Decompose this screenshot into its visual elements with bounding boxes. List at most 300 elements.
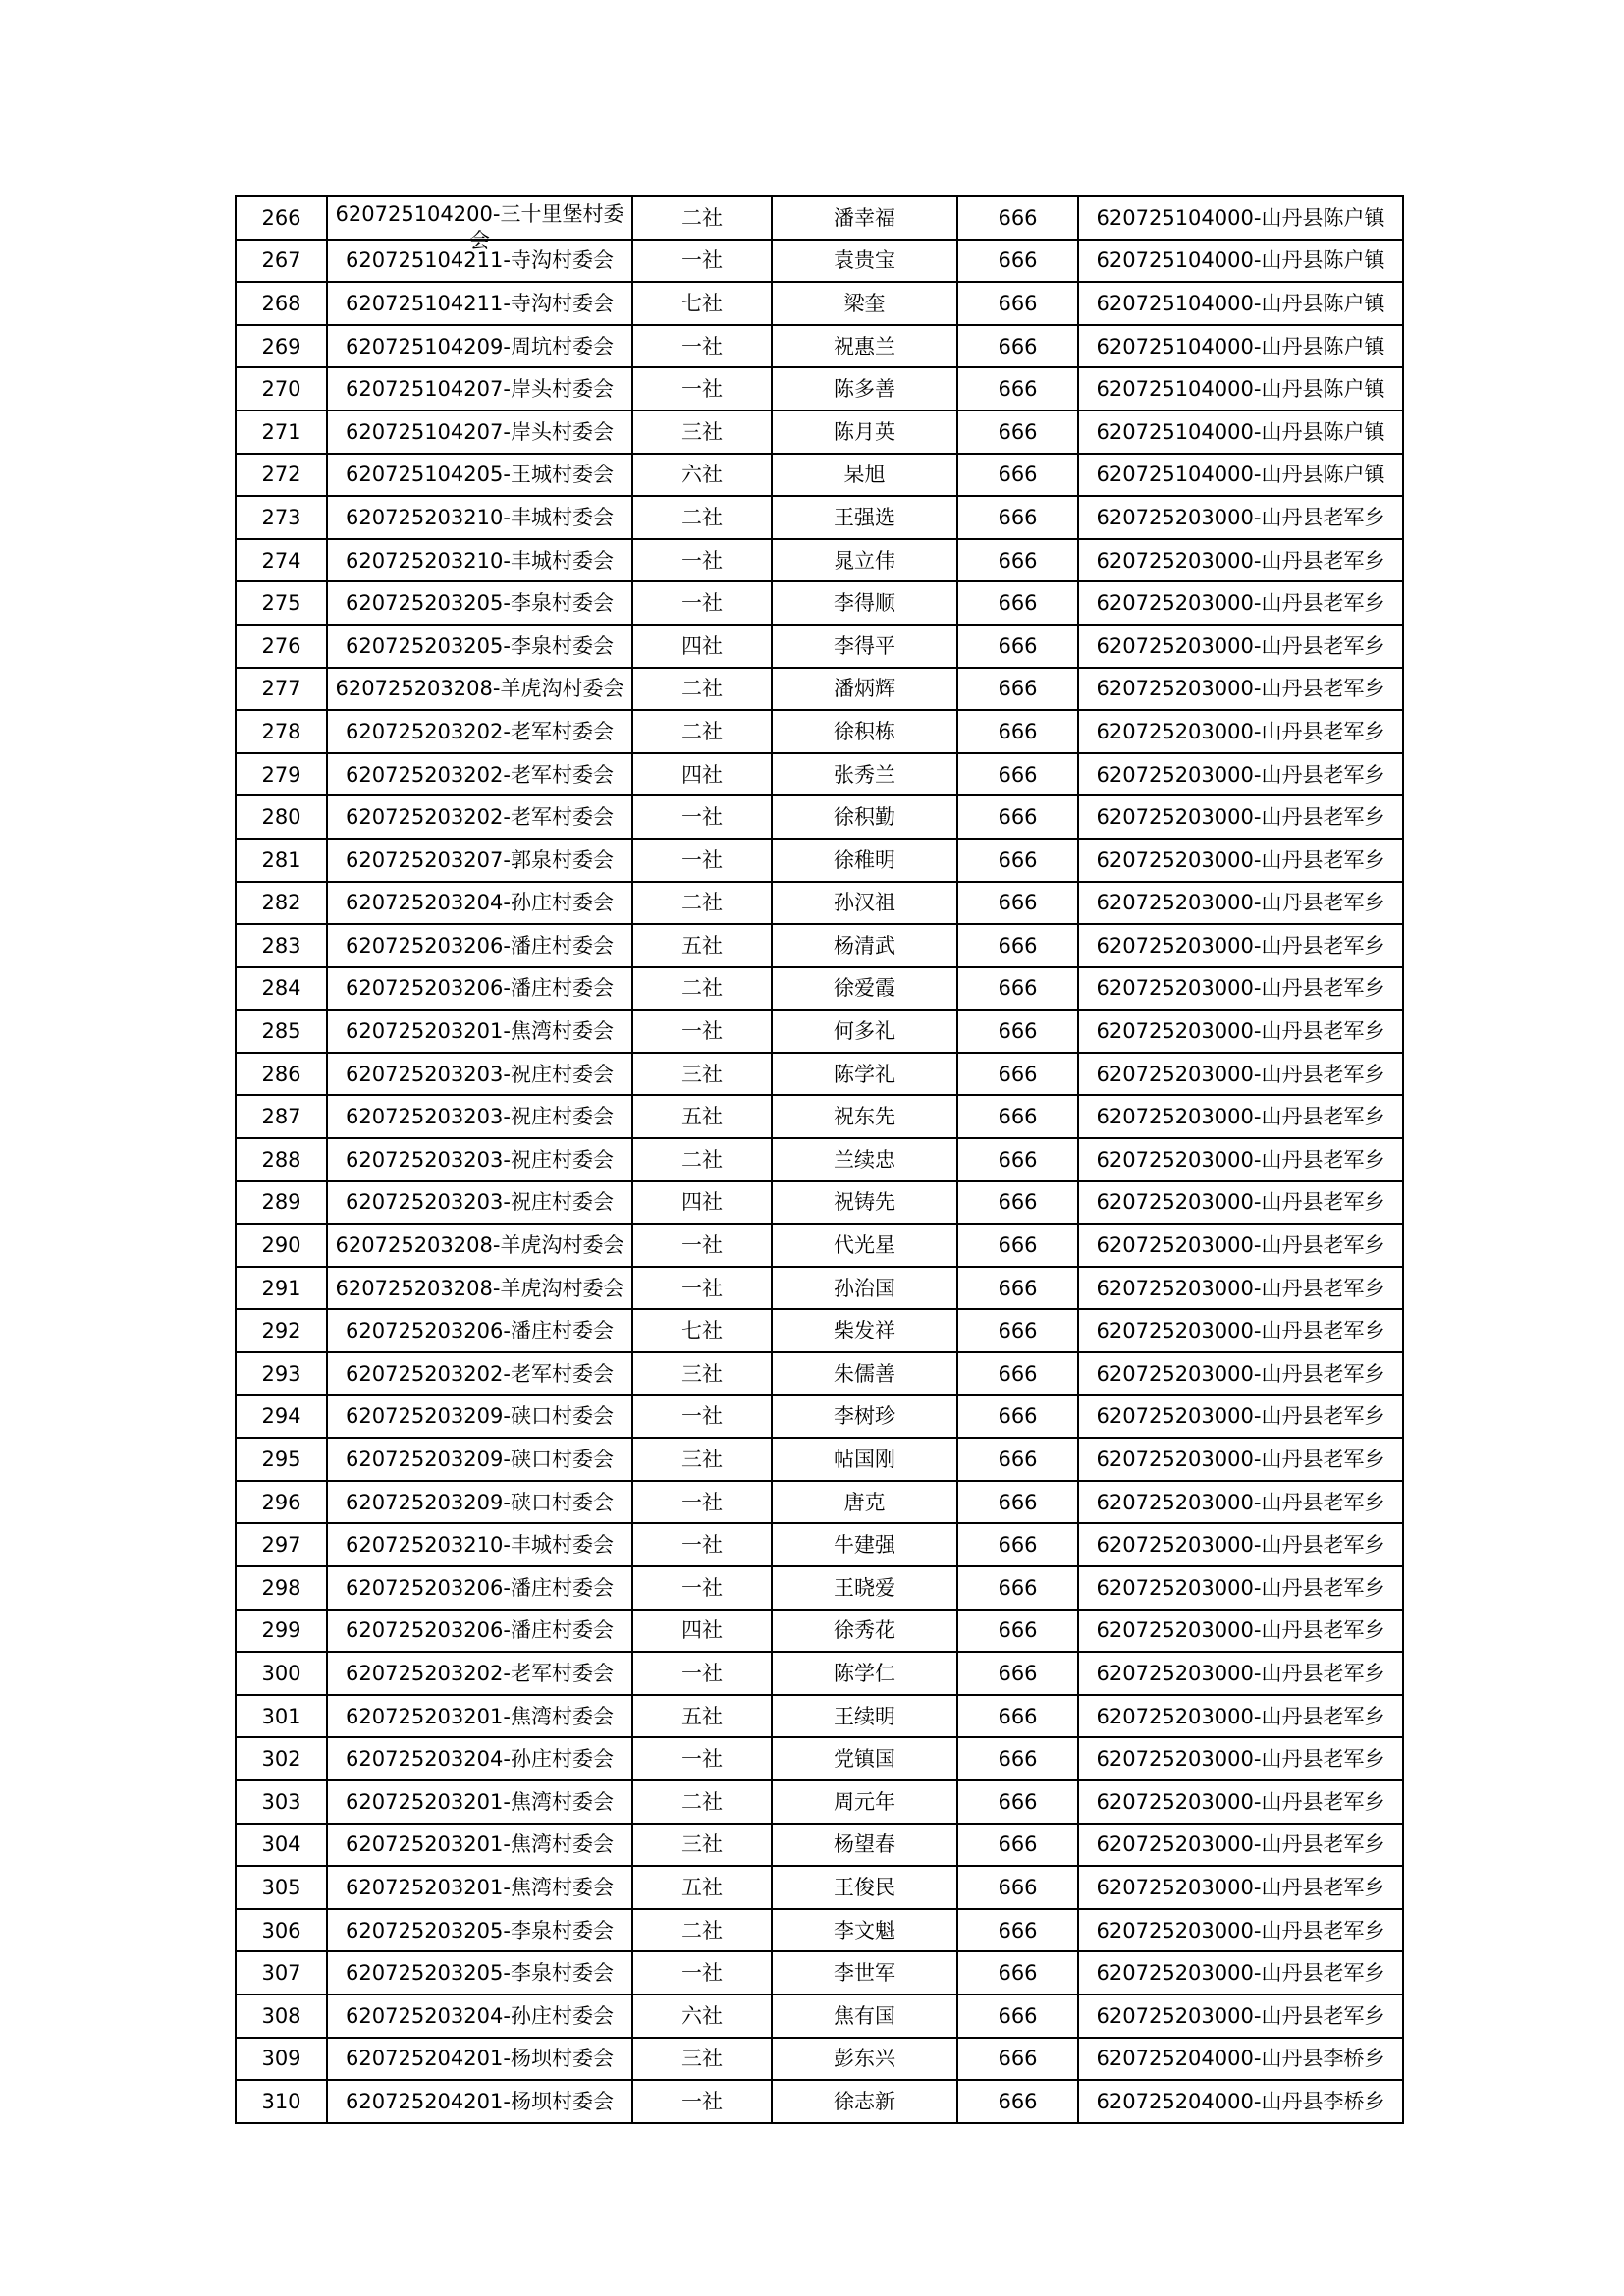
village-cell-text: 620725104200-三十里堡村委会: [335, 201, 624, 252]
name-cell: 帖国刚: [772, 1438, 957, 1481]
table-row: [236, 967, 1403, 1011]
village-cell: 620725203207-郭泉村委会: [327, 839, 632, 882]
amount-cell: 666: [957, 1780, 1078, 1824]
name-cell: 李得平: [772, 625, 957, 668]
table-row: [236, 1053, 1403, 1096]
name-cell: 代光星: [772, 1224, 957, 1267]
name-cell: 牛建强: [772, 1523, 957, 1566]
table-row: [236, 2080, 1403, 2123]
table-row: [236, 882, 1403, 925]
name-cell: 朱儒善: [772, 1352, 957, 1395]
row-number-cell: 280: [236, 795, 327, 839]
group-cell: 四社: [632, 1181, 772, 1225]
amount-cell: 666: [957, 282, 1078, 325]
row-number-cell: 310: [236, 2080, 327, 2123]
row-number-cell: 282: [236, 882, 327, 925]
name-cell: 祝惠兰: [772, 325, 957, 368]
group-cell: 一社: [632, 1566, 772, 1610]
amount-cell: 666: [957, 882, 1078, 925]
name-cell: 徐志新: [772, 2080, 957, 2123]
amount-cell: 666: [957, 1610, 1078, 1653]
name-cell: 孙汉祖: [772, 882, 957, 925]
town-cell: 620725203000-山丹县老军乡: [1078, 882, 1403, 925]
group-cell: 一社: [632, 1737, 772, 1780]
town-cell: 620725203000-山丹县老军乡: [1078, 710, 1403, 753]
group-cell: 五社: [632, 924, 772, 967]
village-cell: 620725203201-焦湾村委会: [327, 1780, 632, 1824]
table-body: [236, 196, 1403, 2123]
village-cell: 620725203206-潘庄村委会: [327, 1566, 632, 1610]
group-cell: 二社: [632, 967, 772, 1011]
village-cell: 620725203210-丰城村委会: [327, 539, 632, 582]
village-cell: 620725203209-硖口村委会: [327, 1395, 632, 1439]
table-row: [236, 539, 1403, 582]
village-cell: 620725203201-焦湾村委会: [327, 1695, 632, 1738]
row-number-cell: 269: [236, 325, 327, 368]
group-cell: 一社: [632, 795, 772, 839]
village-cell: 620725203203-祝庄村委会: [327, 1138, 632, 1181]
village-cell: 620725203204-孙庄村委会: [327, 882, 632, 925]
amount-cell: 666: [957, 1438, 1078, 1481]
town-cell: 620725203000-山丹县老军乡: [1078, 1352, 1403, 1395]
group-cell: 三社: [632, 1824, 772, 1867]
group-cell: 四社: [632, 1610, 772, 1653]
row-number-cell: 304: [236, 1824, 327, 1867]
row-number-cell: 309: [236, 2038, 327, 2081]
amount-cell: 666: [957, 2038, 1078, 2081]
village-cell: 620725203202-老军村委会: [327, 710, 632, 753]
name-cell: 李文魁: [772, 1909, 957, 1952]
group-cell: 三社: [632, 1053, 772, 1096]
group-cell: 一社: [632, 240, 772, 283]
name-cell: 柴发祥: [772, 1309, 957, 1352]
amount-cell: 666: [957, 625, 1078, 668]
village-cell: 620725203208-羊虎沟村委会: [327, 668, 632, 711]
name-cell: 李得顺: [772, 581, 957, 625]
table-row: [236, 367, 1403, 410]
group-cell: 二社: [632, 1909, 772, 1952]
name-cell: 王晓爱: [772, 1566, 957, 1610]
name-cell: 李世军: [772, 1951, 957, 1995]
town-cell: 620725203000-山丹县老军乡: [1078, 795, 1403, 839]
table-row: [236, 325, 1403, 368]
village-cell: 620725203206-潘庄村委会: [327, 967, 632, 1011]
village-cell: 620725104205-王城村委会: [327, 454, 632, 497]
village-cell: 620725203205-李泉村委会: [327, 1951, 632, 1995]
town-cell: 620725203000-山丹县老军乡: [1078, 1909, 1403, 1952]
amount-cell: 666: [957, 1824, 1078, 1867]
village-cell: 620725203206-潘庄村委会: [327, 924, 632, 967]
town-cell: 620725203000-山丹县老军乡: [1078, 1010, 1403, 1053]
group-cell: 二社: [632, 668, 772, 711]
table-row: [236, 196, 1403, 240]
amount-cell: 666: [957, 1951, 1078, 1995]
table-row: [236, 1523, 1403, 1566]
name-cell: 杨望春: [772, 1824, 957, 1867]
village-cell: 620725203201-焦湾村委会: [327, 1866, 632, 1909]
group-cell: 七社: [632, 282, 772, 325]
group-cell: 一社: [632, 1951, 772, 1995]
group-cell: 一社: [632, 1652, 772, 1695]
name-cell: 王续明: [772, 1695, 957, 1738]
amount-cell: 666: [957, 1010, 1078, 1053]
village-cell: 620725203208-羊虎沟村委会: [327, 1224, 632, 1267]
table-row: [236, 1610, 1403, 1653]
row-number-cell: 303: [236, 1780, 327, 1824]
town-cell: 620725203000-山丹县老军乡: [1078, 1053, 1403, 1096]
table-row: [236, 1010, 1403, 1053]
town-cell: 620725203000-山丹县老军乡: [1078, 539, 1403, 582]
amount-cell: 666: [957, 1267, 1078, 1310]
village-cell: 620725203205-李泉村委会: [327, 1909, 632, 1952]
amount-cell: 666: [957, 240, 1078, 283]
village-cell: 620725104207-岸头村委会: [327, 410, 632, 454]
table-row: [236, 1267, 1403, 1310]
group-cell: 一社: [632, 1523, 772, 1566]
village-cell: [327, 196, 632, 252]
village-cell: 620725203208-羊虎沟村委会: [327, 1267, 632, 1310]
amount-cell: 666: [957, 795, 1078, 839]
amount-cell: 666: [957, 367, 1078, 410]
amount-cell: 666: [957, 1909, 1078, 1952]
town-cell: 620725203000-山丹县老军乡: [1078, 1610, 1403, 1653]
name-cell: 李树珍: [772, 1395, 957, 1439]
name-cell: 潘炳辉: [772, 668, 957, 711]
amount-cell: 666: [957, 1395, 1078, 1439]
row-number-cell: 274: [236, 539, 327, 582]
table-row: [236, 795, 1403, 839]
table-row: [236, 1224, 1403, 1267]
row-number-cell: 275: [236, 581, 327, 625]
village-cell: 620725203210-丰城村委会: [327, 496, 632, 539]
row-number-cell: 278: [236, 710, 327, 753]
row-number-cell: 300: [236, 1652, 327, 1695]
row-number-cell: 292: [236, 1309, 327, 1352]
table-row: [236, 1737, 1403, 1780]
amount-cell: 666: [957, 967, 1078, 1011]
name-cell: 陈多善: [772, 367, 957, 410]
table-row: [236, 1824, 1403, 1867]
village-cell: 620725203204-孙庄村委会: [327, 1995, 632, 2038]
amount-cell: 666: [957, 1695, 1078, 1738]
table-row: [236, 496, 1403, 539]
table-row: [236, 1995, 1403, 2038]
group-cell: 三社: [632, 1352, 772, 1395]
name-cell: 何多礼: [772, 1010, 957, 1053]
table-row: [236, 240, 1403, 283]
group-cell: 一社: [632, 2080, 772, 2123]
table-row: [236, 668, 1403, 711]
row-number-cell: 279: [236, 753, 327, 796]
table-row: [236, 710, 1403, 753]
table-row: [236, 1780, 1403, 1824]
village-cell: 620725204201-杨坝村委会: [327, 2038, 632, 2081]
row-number-cell: 302: [236, 1737, 327, 1780]
amount-cell: 666: [957, 410, 1078, 454]
row-number-cell: 271: [236, 410, 327, 454]
group-cell: 一社: [632, 367, 772, 410]
name-cell: 徐秀花: [772, 1610, 957, 1653]
village-cell: 620725203205-李泉村委会: [327, 625, 632, 668]
name-cell: 彭东兴: [772, 2038, 957, 2081]
row-number-cell: 308: [236, 1995, 327, 2038]
table-row: [236, 282, 1403, 325]
name-cell: 陈学礼: [772, 1053, 957, 1096]
group-cell: 二社: [632, 1780, 772, 1824]
name-cell: 潘幸福: [772, 196, 957, 240]
town-cell: 620725203000-山丹县老军乡: [1078, 1780, 1403, 1824]
group-cell: 三社: [632, 2038, 772, 2081]
group-cell: 七社: [632, 1309, 772, 1352]
amount-cell: 666: [957, 1138, 1078, 1181]
town-cell: 620725104000-山丹县陈户镇: [1078, 240, 1403, 283]
table-row: [236, 581, 1403, 625]
village-cell: 620725203209-硖口村委会: [327, 1481, 632, 1524]
village-cell: 620725203202-老军村委会: [327, 753, 632, 796]
amount-cell: 666: [957, 1566, 1078, 1610]
town-cell: 620725203000-山丹县老军乡: [1078, 1737, 1403, 1780]
row-number-cell: 277: [236, 668, 327, 711]
row-number-cell: 284: [236, 967, 327, 1011]
table-row: [236, 1951, 1403, 1995]
amount-cell: 666: [957, 454, 1078, 497]
name-cell: 梁奎: [772, 282, 957, 325]
row-number-cell: 285: [236, 1010, 327, 1053]
village-cell: 620725104209-周坑村委会: [327, 325, 632, 368]
amount-cell: 666: [957, 668, 1078, 711]
town-cell: 620725203000-山丹县老军乡: [1078, 1309, 1403, 1352]
row-number-cell: 293: [236, 1352, 327, 1395]
table-row: [236, 1909, 1403, 1952]
group-cell: 二社: [632, 496, 772, 539]
town-cell: 620725203000-山丹县老军乡: [1078, 1824, 1403, 1867]
village-cell: 620725203202-老军村委会: [327, 1652, 632, 1695]
group-cell: 五社: [632, 1095, 772, 1138]
group-cell: 三社: [632, 410, 772, 454]
group-cell: 一社: [632, 839, 772, 882]
name-cell: 张秀兰: [772, 753, 957, 796]
town-cell: 620725203000-山丹县老军乡: [1078, 625, 1403, 668]
row-number-cell: 283: [236, 924, 327, 967]
table-row: [236, 1481, 1403, 1524]
amount-cell: 666: [957, 196, 1078, 240]
table-row: [236, 625, 1403, 668]
group-cell: 四社: [632, 625, 772, 668]
row-number-cell: 286: [236, 1053, 327, 1096]
town-cell: 620725203000-山丹县老军乡: [1078, 1995, 1403, 2038]
group-cell: 五社: [632, 1695, 772, 1738]
row-number-cell: 294: [236, 1395, 327, 1439]
name-cell: 孙治国: [772, 1267, 957, 1310]
village-cell: 620725203204-孙庄村委会: [327, 1737, 632, 1780]
amount-cell: 666: [957, 1652, 1078, 1695]
village-cell: 620725203206-潘庄村委会: [327, 1309, 632, 1352]
amount-cell: 666: [957, 710, 1078, 753]
town-cell: 620725203000-山丹县老军乡: [1078, 1438, 1403, 1481]
table-row: [236, 1138, 1403, 1181]
village-cell: 620725203206-潘庄村委会: [327, 1610, 632, 1653]
row-number-cell: 297: [236, 1523, 327, 1566]
row-number-cell: 270: [236, 367, 327, 410]
town-cell: 620725203000-山丹县老军乡: [1078, 1652, 1403, 1695]
name-cell: 徐积勤: [772, 795, 957, 839]
name-cell: 杲旭: [772, 454, 957, 497]
group-cell: 一社: [632, 1224, 772, 1267]
row-number-cell: 296: [236, 1481, 327, 1524]
row-number-cell: 295: [236, 1438, 327, 1481]
amount-cell: 666: [957, 1481, 1078, 1524]
amount-cell: 666: [957, 924, 1078, 967]
table-row: [236, 839, 1403, 882]
row-number-cell: 299: [236, 1610, 327, 1653]
name-cell: 晁立伟: [772, 539, 957, 582]
town-cell: 620725203000-山丹县老军乡: [1078, 1267, 1403, 1310]
group-cell: 六社: [632, 454, 772, 497]
town-cell: 620725203000-山丹县老军乡: [1078, 1866, 1403, 1909]
amount-cell: 666: [957, 1095, 1078, 1138]
town-cell: 620725203000-山丹县老军乡: [1078, 1523, 1403, 1566]
village-cell: 620725203202-老军村委会: [327, 1352, 632, 1395]
amount-cell: 666: [957, 539, 1078, 582]
town-cell: 620725104000-山丹县陈户镇: [1078, 325, 1403, 368]
name-cell: 徐爱霞: [772, 967, 957, 1011]
table-row: [236, 1695, 1403, 1738]
name-cell: 党镇国: [772, 1737, 957, 1780]
town-cell: 620725203000-山丹县老军乡: [1078, 1481, 1403, 1524]
row-number-cell: 266: [236, 196, 327, 240]
group-cell: 一社: [632, 1481, 772, 1524]
table-row: [236, 454, 1403, 497]
name-cell: 袁贵宝: [772, 240, 957, 283]
town-cell: 620725203000-山丹县老军乡: [1078, 1181, 1403, 1225]
name-cell: 王强选: [772, 496, 957, 539]
name-cell: 唐克: [772, 1481, 957, 1524]
group-cell: 二社: [632, 196, 772, 240]
village-cell: 620725203201-焦湾村委会: [327, 1010, 632, 1053]
table-row: [236, 1866, 1403, 1909]
village-cell: 620725203210-丰城村委会: [327, 1523, 632, 1566]
amount-cell: 666: [957, 581, 1078, 625]
town-cell: 620725203000-山丹县老军乡: [1078, 924, 1403, 967]
row-number-cell: 301: [236, 1695, 327, 1738]
group-cell: 一社: [632, 539, 772, 582]
village-cell: 620725203205-李泉村委会: [327, 581, 632, 625]
table-row: [236, 1438, 1403, 1481]
name-cell: 焦有国: [772, 1995, 957, 2038]
village-cell: 620725203203-祝庄村委会: [327, 1095, 632, 1138]
table-row: [236, 1309, 1403, 1352]
town-cell: 620725204000-山丹县李桥乡: [1078, 2080, 1403, 2123]
town-cell: 620725203000-山丹县老军乡: [1078, 581, 1403, 625]
amount-cell: 666: [957, 1995, 1078, 2038]
town-cell: 620725203000-山丹县老军乡: [1078, 496, 1403, 539]
row-number-cell: 287: [236, 1095, 327, 1138]
table-row: [236, 753, 1403, 796]
table-row: [236, 410, 1403, 454]
row-number-cell: 290: [236, 1224, 327, 1267]
name-cell: 杨清武: [772, 924, 957, 967]
town-cell: 620725203000-山丹县老军乡: [1078, 1395, 1403, 1439]
town-cell: 620725203000-山丹县老军乡: [1078, 839, 1403, 882]
group-cell: 一社: [632, 581, 772, 625]
amount-cell: 666: [957, 1224, 1078, 1267]
name-cell: 祝铸先: [772, 1181, 957, 1225]
row-number-cell: 291: [236, 1267, 327, 1310]
amount-cell: 666: [957, 1309, 1078, 1352]
row-number-cell: 307: [236, 1951, 327, 1995]
amount-cell: 666: [957, 325, 1078, 368]
amount-cell: 666: [957, 753, 1078, 796]
amount-cell: 666: [957, 1737, 1078, 1780]
town-cell: 620725203000-山丹县老军乡: [1078, 1951, 1403, 1995]
name-cell: 徐积栋: [772, 710, 957, 753]
name-cell: 陈月英: [772, 410, 957, 454]
row-number-cell: 273: [236, 496, 327, 539]
row-number-cell: 306: [236, 1909, 327, 1952]
village-cell: 620725104207-岸头村委会: [327, 367, 632, 410]
group-cell: 一社: [632, 1010, 772, 1053]
table-row: [236, 1181, 1403, 1225]
village-cell: 620725203201-焦湾村委会: [327, 1824, 632, 1867]
row-number-cell: 288: [236, 1138, 327, 1181]
table-row: [236, 1566, 1403, 1610]
group-cell: 二社: [632, 710, 772, 753]
table-row: [236, 2038, 1403, 2081]
group-cell: 五社: [632, 1866, 772, 1909]
name-cell: 祝东先: [772, 1095, 957, 1138]
amount-cell: 666: [957, 1181, 1078, 1225]
village-cell: 620725203203-祝庄村委会: [327, 1181, 632, 1225]
village-cell: 620725104211-寺沟村委会: [327, 282, 632, 325]
table-row: [236, 1095, 1403, 1138]
table-row: [236, 1395, 1403, 1439]
town-cell: 620725203000-山丹县老军乡: [1078, 1695, 1403, 1738]
group-cell: 一社: [632, 325, 772, 368]
town-cell: 620725104000-山丹县陈户镇: [1078, 196, 1403, 240]
amount-cell: 666: [957, 1053, 1078, 1096]
data-table: [235, 195, 1404, 2124]
amount-cell: 666: [957, 839, 1078, 882]
town-cell: 620725104000-山丹县陈户镇: [1078, 282, 1403, 325]
town-cell: 620725203000-山丹县老军乡: [1078, 1095, 1403, 1138]
row-number-cell: 289: [236, 1181, 327, 1225]
group-cell: 一社: [632, 1267, 772, 1310]
name-cell: 王俊民: [772, 1866, 957, 1909]
town-cell: 620725203000-山丹县老军乡: [1078, 1224, 1403, 1267]
name-cell: 周元年: [772, 1780, 957, 1824]
amount-cell: 666: [957, 496, 1078, 539]
group-cell: 三社: [632, 1438, 772, 1481]
group-cell: 一社: [632, 1395, 772, 1439]
row-number-cell: 276: [236, 625, 327, 668]
village-cell: 620725203203-祝庄村委会: [327, 1053, 632, 1096]
town-cell: 620725203000-山丹县老军乡: [1078, 668, 1403, 711]
row-number-cell: 305: [236, 1866, 327, 1909]
row-number-cell: 281: [236, 839, 327, 882]
amount-cell: 666: [957, 1352, 1078, 1395]
group-cell: 四社: [632, 753, 772, 796]
row-number-cell: 272: [236, 454, 327, 497]
amount-cell: 666: [957, 2080, 1078, 2123]
group-cell: 二社: [632, 882, 772, 925]
town-cell: 620725203000-山丹县老军乡: [1078, 753, 1403, 796]
village-cell: 620725204201-杨坝村委会: [327, 2080, 632, 2123]
name-cell: 徐稚明: [772, 839, 957, 882]
row-number-cell: 268: [236, 282, 327, 325]
table-row: [236, 1652, 1403, 1695]
table-row: [236, 924, 1403, 967]
town-cell: 620725104000-山丹县陈户镇: [1078, 367, 1403, 410]
